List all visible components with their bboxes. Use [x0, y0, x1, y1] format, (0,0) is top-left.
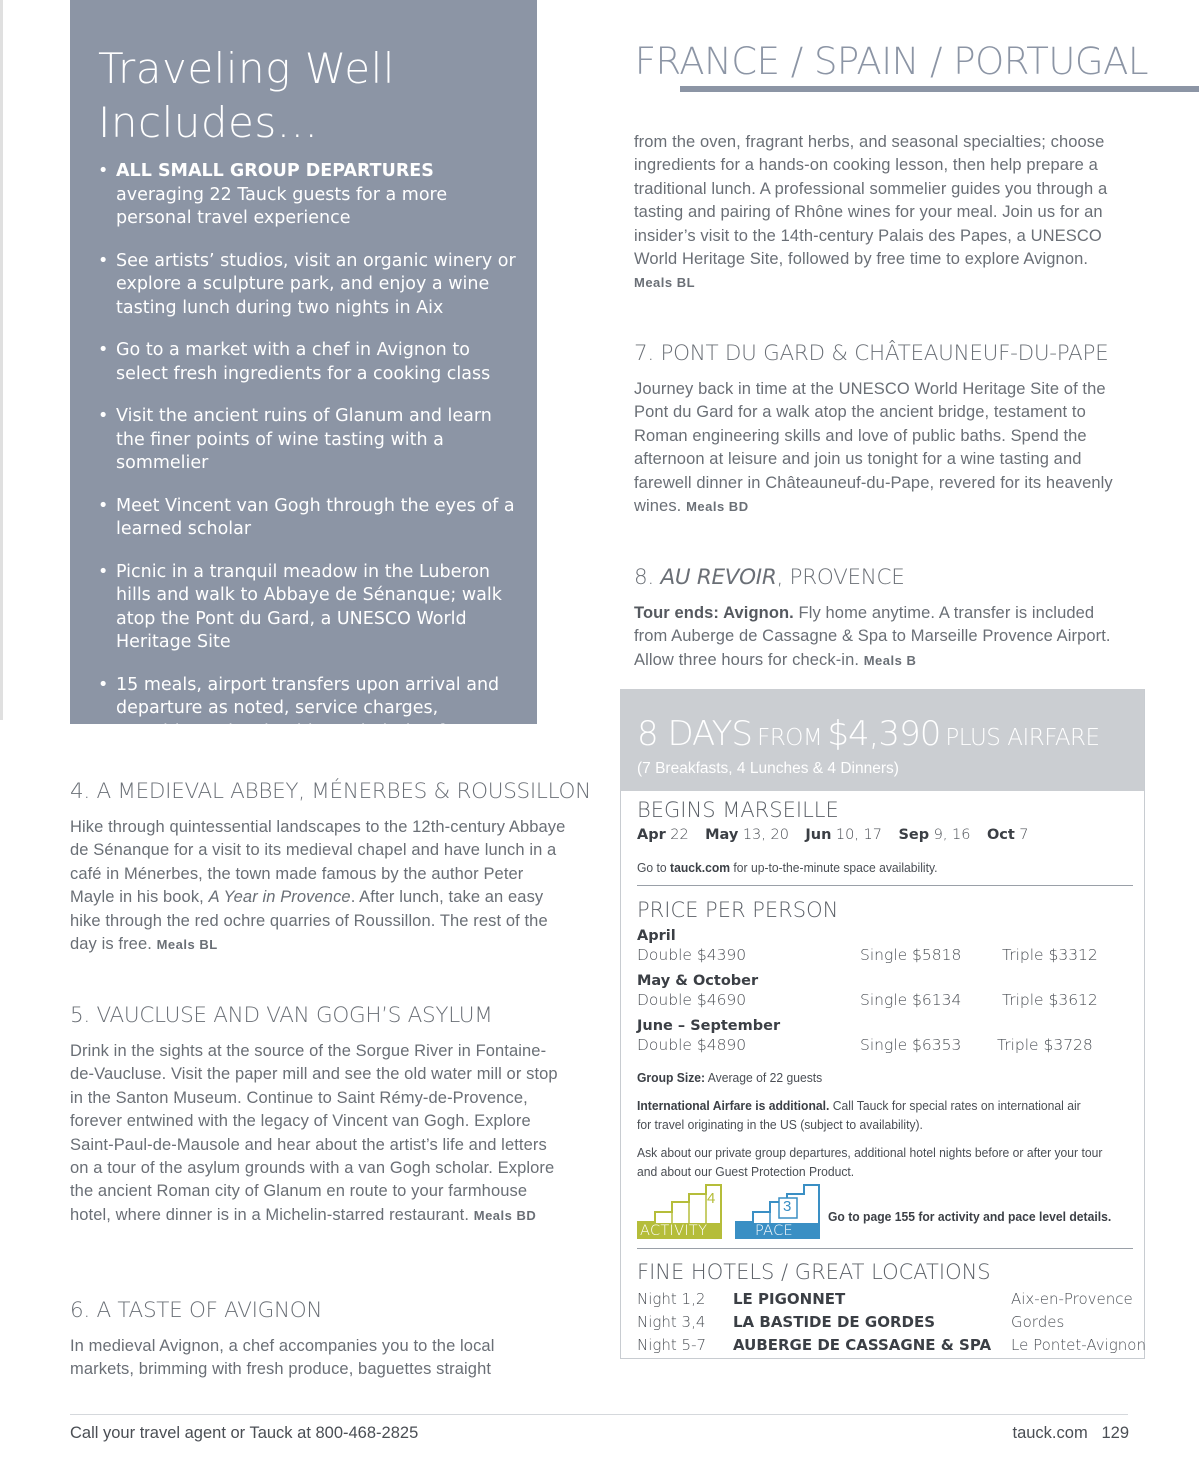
date-days: 13, 20: [742, 827, 789, 843]
day8-text-body: Fly home anytime. A transfer is included from Auberge de Cassagne & Spa to Marseille Provence Airport. Allow three hours for check-in.: [634, 604, 1111, 669]
price-per-person-title: PRICE PER PERSON: [637, 898, 839, 922]
departure-dates: [637, 826, 1041, 844]
hotels-title: FINE HOTELS / GREAT LOCATIONS: [637, 1260, 991, 1284]
hotel-location: Le Pontet-Avignon: [1011, 1336, 1146, 1354]
includes-item: [98, 339, 518, 386]
day8-lead: Tour ends: Avignon.: [634, 604, 794, 622]
day8-title: [634, 565, 905, 590]
includes-item-text: averaging 22 Tauck guests for a more personal travel experience: [116, 184, 448, 228]
includes-item-text: 15 meals, airport transfers upon arrival and departure as noted, service charges, gratuities to local guides, admission fees, taxes and porterage: [116, 674, 500, 765]
day6-meals: Meals BL: [634, 275, 696, 291]
price-double: Double $4690: [637, 991, 747, 1009]
day8-meals: Meals B: [863, 652, 917, 668]
availability-link[interactable]: tauck.com: [670, 860, 731, 875]
region-rule: [680, 86, 1199, 92]
divider: [637, 885, 1133, 886]
hotel-nights: Night 5-7: [637, 1336, 707, 1354]
hotel-nights: Night 3,4: [637, 1313, 706, 1331]
includes-item: [98, 561, 518, 655]
includes-item-text: See artists’ studios, visit an organic winery or explore a sculpture park, and enjoy a wine tasting lunch during two nights in Aix: [116, 250, 516, 318]
private-note-2: and about our Guest Protection Product.: [637, 1164, 855, 1179]
hotel-name: LA BASTIDE DE GORDES: [733, 1313, 936, 1331]
activity-number: 4: [707, 1190, 716, 1207]
bullet-icon: •: [98, 561, 109, 582]
group-size: [637, 1070, 822, 1085]
price-value: $4,390: [827, 714, 941, 754]
includes-title: [98, 42, 518, 150]
day4-text-b: . After lunch, take an easy hike through the red ochre quarries of Roussillon. The rest of the day is free.: [70, 888, 548, 954]
private-note-1: Ask about our private group departures, additional hotel nights before or after your tour: [637, 1145, 1103, 1160]
date-month: Jun: [805, 827, 832, 843]
includes-item: [98, 495, 518, 542]
price-double: Double $4890: [637, 1036, 747, 1054]
availability-note: [637, 860, 938, 875]
includes-item-text: Meet Vincent van Gogh through the eyes of a learned scholar: [116, 495, 515, 539]
price-plus-airfare: PLUS AIRFARE: [945, 725, 1100, 751]
price-triple: Triple $3312: [1002, 946, 1098, 964]
bullet-icon: •: [98, 250, 109, 271]
day5-meals: Meals BD: [473, 1207, 537, 1223]
group-size-label: Group Size:: [637, 1070, 706, 1085]
day7-text-body: Journey back in time at the UNESCO World Heritage Site of the Pont du Gard for a walk atop the ancient bridge, testament to Roman engineering skills and love of public baths. Spend the afternoon at leisure and join us tonight for a wine tasting and farewell dinner in Châteauneuf-du-Pape, revered for its heavenly wines.: [634, 380, 1113, 516]
hotel-nights: Night 1,2: [637, 1290, 706, 1308]
hotel-location: Aix-en-Provence: [1011, 1290, 1133, 1308]
footer-contact: Call your travel agent or Tauck at 800-468-2825: [70, 1424, 419, 1442]
bullet-icon: •: [98, 161, 109, 181]
price-season-label: April: [637, 928, 676, 944]
day4-meals: Meals BL: [156, 937, 218, 953]
group-size-value: Average of 22 guests: [705, 1070, 823, 1085]
day5-text-body: Drink in the sights at the source of the Sorgue River in Fontaine-de-Vaucluse. Visit the paper mill and see the old water mill or stop in the Santon Museum. Continue to Saint Rémy-de-Provence, forever entwined with the legacy of Vincent van Gogh. Explore Saint-Paul-de-Mausole and hear about the artist’s life and letters on a tour of the asylum grounds with a van Gogh scholar. Explore the ancient Roman city of Glanum en route to your farmhouse hotel, where dinner is in a Michelin-starred restaurant.: [70, 1042, 558, 1224]
bullet-icon: •: [98, 674, 109, 695]
price-triple: Triple $3728: [997, 1036, 1093, 1054]
footer-right: [1013, 1424, 1130, 1443]
day7-meals: Meals BD: [686, 499, 749, 515]
airfare-text: Call Tauck for special rates on international air: [829, 1098, 1081, 1113]
bullet-icon: •: [98, 495, 109, 516]
day6-text: In medieval Avignon, a chef accompanies you to the local markets, brimming with fresh produce, baguettes straight: [70, 1337, 495, 1379]
date-days: 10, 17: [835, 827, 883, 843]
airfare-label: International Airfare is additional.: [637, 1098, 830, 1113]
includes-item-text: Go to a market with a chef in Avignon to select fresh ingredients for a cooking class: [116, 340, 491, 384]
includes-item-bold: ALL SMALL GROUP DEPARTURES: [116, 161, 434, 181]
includes-item: [98, 250, 518, 321]
airfare-note-1: [637, 1098, 1081, 1113]
day6-title: 6. A TASTE OF AVIGNON: [70, 1298, 323, 1323]
footer-site[interactable]: tauck.com: [1012, 1424, 1088, 1442]
includes-title-line2: Includes...: [98, 98, 319, 147]
footer-rule: [70, 1414, 1128, 1415]
includes-item: [98, 405, 518, 476]
region-title: FRANCE / SPAIN / PORTUGAL: [634, 40, 1148, 83]
availability-a: Go to: [637, 860, 671, 875]
hotel-location: Gordes: [1011, 1313, 1065, 1331]
date-days: 9, 16: [933, 827, 971, 843]
day4-title: 4. A MEDIEVAL ABBEY, MÉNERBES & ROUSSILLON: [70, 779, 591, 804]
hotel-name: AUBERGE DE CASSAGNE & SPA: [733, 1336, 992, 1354]
pace-level-badge: [735, 1184, 823, 1240]
pace-number: 3: [783, 1198, 792, 1215]
price-single: Single $6134: [860, 991, 962, 1009]
includes-item-text: Picnic in a tranquil meadow in the Luberon hills and walk to Abbaye de Sénanque; walk atop the Pont du Gard, a UNESCO World Heritage Site: [116, 561, 502, 652]
price-headline: [637, 714, 1100, 754]
price-season-label: May & October: [637, 973, 759, 989]
pace-label: PACE: [755, 1223, 793, 1239]
day4-text-a: Hike through quintessential landscapes to the 12th-century Abbaye de Sénanque for a visit to its medieval chapel and have lunch in a café in Ménerbes, the town made famous by the author Peter Mayle in his book,: [70, 818, 566, 907]
date-month: May: [705, 827, 739, 843]
includes-list: [98, 160, 518, 787]
page-edge: [0, 0, 3, 720]
activity-level-badge: [637, 1184, 725, 1240]
day5-title: 5. VAUCLUSE AND VAN GOGH’S ASYLUM: [70, 1003, 493, 1028]
level-details-note: Go to page 155 for activity and pace level details.: [828, 1209, 1112, 1224]
page-number: 129: [1101, 1424, 1129, 1442]
activity-label: ACTIVITY: [640, 1223, 708, 1239]
day4-book: A Year in Provence: [208, 888, 351, 907]
includes-title-line1: Traveling Well: [98, 44, 395, 93]
day8-title-rest: , PROVENCE: [776, 565, 905, 590]
price-double: Double $4390: [637, 946, 747, 964]
date-days: 7: [1019, 827, 1029, 843]
divider: [637, 1248, 1133, 1249]
day7-text: [634, 378, 1124, 518]
day6-continued-body: from the oven, fragrant herbs, and seasonal specialties; choose ingredients for a hands-on cooking lesson, then help prepare a traditional lunch. A professional sommelier guides you through a tasting and pairing of Rhône wines for your meal. Join us for an insider’s visit to the 14th-century Palais des Papes, a UNESCO World Heritage Site, followed by free time to explore Avignon.: [634, 133, 1108, 269]
price-single: Single $6353: [860, 1036, 962, 1054]
price-single: Single $5818: [860, 946, 962, 964]
includes-item-text: Visit the ancient ruins of Glanum and learn the finer points of wine tasting with a sommelier: [116, 406, 492, 473]
day5-text: [70, 1040, 570, 1227]
day7-title: 7. PONT DU GARD & CHÂTEAUNEUF-DU-PAPE: [634, 341, 1109, 366]
price-season-label: June – September: [637, 1018, 781, 1034]
date-month: Apr: [637, 827, 666, 843]
airfare-note-2: for travel originating in the US (subject to availability).: [637, 1117, 923, 1132]
price-from: FROM: [757, 725, 823, 751]
day8-title-num: 8.: [634, 565, 661, 590]
tour-length: 8 DAYS: [637, 714, 752, 754]
date-month: Sep: [898, 827, 930, 843]
day6-text-continued: [634, 131, 1130, 295]
price-triple: Triple $3612: [1002, 991, 1098, 1009]
meals-note: (7 Breakfasts, 4 Lunches & 4 Dinners): [637, 760, 899, 777]
bullet-icon: •: [98, 406, 109, 426]
day8-title-ital: AU REVOIR: [660, 565, 777, 590]
date-month: Oct: [986, 827, 1015, 843]
date-days: 22: [670, 827, 689, 843]
bullet-icon: •: [98, 340, 109, 360]
day4-text: [70, 816, 566, 956]
begins-title: BEGINS MARSEILLE: [637, 798, 839, 822]
includes-item: [98, 674, 518, 768]
includes-item: [98, 160, 518, 231]
hotel-name: LE PIGONNET: [733, 1290, 846, 1308]
day8-text: [634, 602, 1124, 672]
availability-b: for up-to-the-minute space availability.: [730, 860, 938, 875]
